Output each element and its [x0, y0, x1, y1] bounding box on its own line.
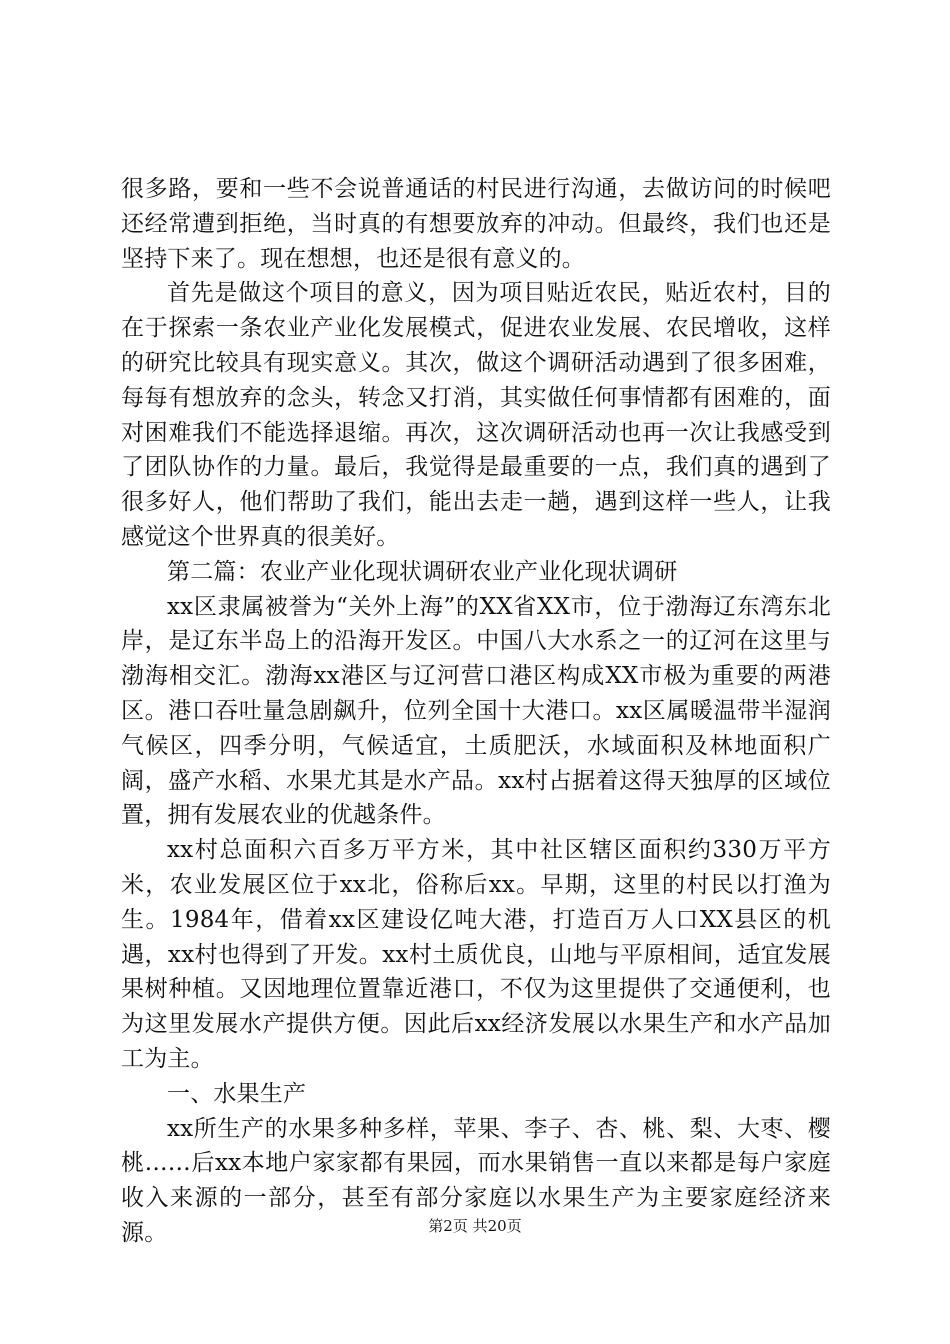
paragraph-fruit-production: xx所生产的水果多种多样，苹果、李子、杏、桃、梨、大枣、樱桃……后xx本地户家家都有果园，而水果销售一直以来都是每户家庭收入来源的一部分，甚至有部分家庭以水果生产为主要家庭经济来源。	[121, 1115, 831, 1246]
subsection-heading-fruit-production: 一、水果生产	[167, 1080, 307, 1107]
paragraph-continuation: 很多路，要和一些不会说普通话的村民进行沟通，去做访问的时候吧还经常遭到拒绝，当时真的有想要放弃的冲动。但最终，我们也还是坚持下来了。现在想想，也还是很有意义的。	[121, 176, 831, 272]
paragraph-village-overview: xx村总面积六百多万平方米，其中社区辖区面积约330万平方米，农业发展区位于xx北，俗称后xx。早期，这里的村民以打渔为生。1984年，借着xx区建设亿吨大港，打造百万人口XX县区的机遇，xx村也得到了开发。xx村土质优良，山地与平原相间，适宜发展果树种植。又因地理位置靠近港口，不仅为这里提供了交通便利，也为这里发展水产提供方便。因此后xx经济发展以水果生产和水产品加工为主。	[121, 837, 831, 1072]
document-body	[121, 172, 831, 1251]
paragraph-district-overview: xx区隶属被誉为“关外上海”的XX省XX市，位于渤海辽东湾东北岸，是辽东半岛上的沿海开发区。中国八大水系之一的辽河在这里与渤海相交汇。渤海xx港区与辽河营口港区构成XX市极为重要的两港区。港口吞吐量急剧飙升，位列全国十大港口。xx区属暖温带半湿润气候区，四季分明，气候适宜，土质肥沃，水域面积及林地面积广阔，盛产水稻、水果尤其是水产品。xx村占据着这得天独厚的区域位置，拥有发展农业的优越条件。	[121, 593, 831, 829]
page-number-footer: 第2页 共20页	[428, 1217, 522, 1235]
section-heading-part-two: 第二篇：农业产业化现状调研农业产业化现状调研	[167, 558, 678, 585]
paragraph-project-significance: 首先是做这个项目的意义，因为项目贴近农民，贴近农村，目的在于探索一条农业产业化发展模式，促进农业发展、农民增收，这样的研究比较具有现实意义。其次，做这个调研活动遇到了很多困难，每每有想放弃的念头，转念又打消，其实做任何事情都有困难的，面对困难我们不能选择退缩。再次，这次调研活动也再一次让我感受到了团队协作的力量。最后，我觉得是最重要的一点，我们真的遇到了很多好人，他们帮助了我们，能出去走一趟，遇到这样一些人，让我感觉这个世界真的很美好。	[121, 280, 831, 550]
